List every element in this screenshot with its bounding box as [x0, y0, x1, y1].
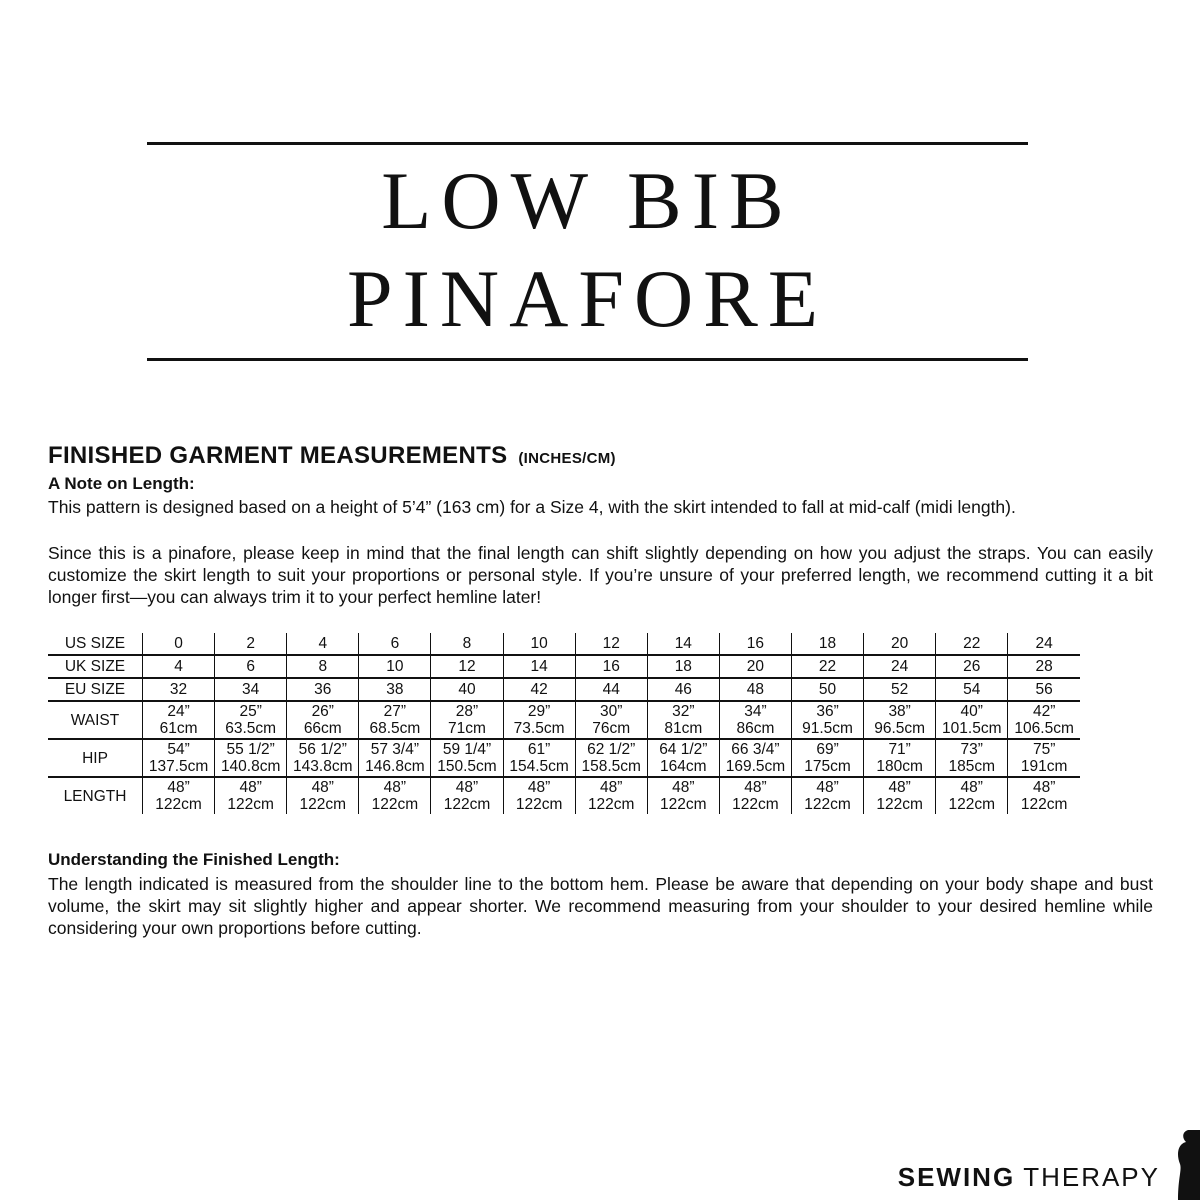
table-cell	[503, 739, 575, 777]
cell-inches: 71”	[888, 741, 911, 758]
cell-inches: 28”	[455, 703, 479, 720]
cell-inches: 48”	[455, 779, 479, 796]
cell-cm: 122cm	[515, 796, 563, 813]
table-cell: 10	[359, 655, 431, 678]
table-cell: 36	[287, 678, 359, 701]
table-cell	[215, 701, 287, 739]
cell-cm: 122cm	[587, 796, 635, 813]
cell-cm: 158.5cm	[581, 758, 641, 775]
table-cell: 48	[719, 678, 791, 701]
table-cell	[791, 739, 863, 777]
table-cell	[936, 739, 1008, 777]
table-row	[48, 701, 1080, 739]
row-label: WAIST	[48, 701, 143, 739]
cell-cm: 154.5cm	[509, 758, 569, 775]
table-cell: 14	[503, 655, 575, 678]
row-label: LENGTH	[63, 787, 127, 805]
table-cell: 24	[864, 655, 936, 678]
table-cell: 8	[431, 633, 503, 655]
cell-inches: 29”	[527, 703, 551, 720]
table-row	[48, 739, 1080, 777]
table-cell	[936, 701, 1008, 739]
table-cell	[143, 701, 215, 739]
cell-inches: 27”	[383, 703, 407, 720]
cell-inches: 73”	[960, 741, 983, 758]
cell-cm: 61cm	[159, 720, 198, 737]
table-cell: 42	[503, 678, 575, 701]
cell-cm: 122cm	[660, 796, 707, 813]
note-length-heading: A Note on Length:	[48, 474, 195, 493]
dress-form-icon	[1168, 1130, 1200, 1200]
table-cell	[143, 739, 215, 777]
cell-inches: 48”	[527, 779, 551, 796]
cell-inches: 42”	[1032, 703, 1056, 720]
cell-cm: 106.5cm	[1014, 720, 1074, 737]
cell-inches: 48”	[239, 779, 262, 796]
brand-name-bold: SEWING	[897, 1162, 1016, 1192]
table-cell	[287, 777, 359, 814]
table-cell: 0	[143, 633, 215, 655]
table-cell: 18	[791, 633, 863, 655]
cell-cm: 122cm	[804, 796, 851, 813]
table-cell	[864, 777, 936, 814]
cell-cm: 175cm	[804, 758, 851, 775]
table-cell: 50	[791, 678, 863, 701]
table-cell: 16	[575, 655, 647, 678]
table-cell	[936, 777, 1008, 814]
finished-length-paragraph: The length indicated is measured from the shoulder line to the bottom hem. Please be aware that depending on your body shape and bust volume, the skirt may sit slightly higher and appear shorter. We recommend measuring from your shoulder to your desired hemline while considering your own proportions before cutting.	[48, 874, 1153, 938]
table-cell: 56	[1008, 678, 1080, 701]
cell-cm: 63.5cm	[225, 720, 277, 737]
cell-inches: 48”	[383, 779, 407, 796]
cell-inches: 24”	[167, 703, 190, 720]
table-row	[48, 678, 1080, 701]
cell-cm: 180cm	[876, 758, 923, 775]
table-cell	[143, 777, 215, 814]
cell-cm: 146.8cm	[365, 758, 425, 775]
table-cell	[575, 701, 647, 739]
table-cell	[503, 701, 575, 739]
table-cell: 46	[647, 678, 719, 701]
cell-cm: 122cm	[371, 796, 419, 813]
table-cell: 20	[719, 655, 791, 678]
section-heading	[48, 442, 616, 470]
cell-cm: 122cm	[876, 796, 923, 813]
cell-cm: 143.8cm	[293, 758, 353, 775]
cell-inches: 48”	[600, 779, 623, 796]
table-cell: 10	[503, 633, 575, 655]
note-length-paragraph-2: Since this is a pinafore, please keep in mind that the final length can shift slightly depending on how you adjust the straps. You can easily customize the skirt length to suit your proportions or personal style. If you’re unsure of your preferred length, we recommend cutting it a bit longer first—you can always trim it to your perfect hemline later!	[48, 543, 1153, 607]
table-row	[48, 633, 1080, 655]
table-cell: 34	[215, 678, 287, 701]
cell-cm: 73.5cm	[513, 720, 565, 737]
cell-inches: 62 1/2”	[587, 741, 636, 758]
table-cell: 2	[215, 633, 287, 655]
table-cell	[647, 739, 719, 777]
table-cell: 4	[143, 655, 215, 678]
cell-cm: 164cm	[660, 758, 707, 775]
cell-inches: 54”	[167, 741, 190, 758]
table-cell	[287, 739, 359, 777]
cell-cm: 81cm	[664, 720, 703, 737]
table-cell	[575, 777, 647, 814]
cell-cm: 96.5cm	[874, 720, 926, 737]
row-label: HIP	[48, 739, 143, 777]
section-heading-text: FINISHED GARMENT MEASUREMENTS	[48, 442, 508, 469]
table-cell: 4	[287, 633, 359, 655]
table-cell	[864, 739, 936, 777]
table-cell	[719, 739, 791, 777]
table-row	[48, 777, 1080, 814]
cell-cm: 71cm	[448, 720, 486, 737]
table-cell	[359, 777, 431, 814]
table-cell	[287, 701, 359, 739]
brand-name-light: THERAPY	[1023, 1162, 1160, 1192]
cell-inches: 40”	[960, 703, 983, 720]
table-cell: 22	[936, 633, 1008, 655]
cell-cm: 76cm	[592, 720, 631, 737]
cell-cm: 101.5cm	[942, 720, 1002, 737]
cell-inches: 25”	[239, 703, 262, 720]
table-cell	[503, 777, 575, 814]
cell-cm: 150.5cm	[437, 758, 497, 775]
row-label: EU SIZE	[48, 678, 143, 701]
table-cell	[1008, 739, 1080, 777]
size-measurements-table	[48, 633, 1080, 814]
table-row	[48, 655, 1080, 678]
cell-inches: 59 1/4”	[442, 741, 492, 758]
cell-inches: 48”	[311, 779, 334, 796]
table-cell	[719, 777, 791, 814]
table-cell	[864, 701, 936, 739]
table-cell	[575, 739, 647, 777]
table-cell: 26	[936, 655, 1008, 678]
cell-cm: 122cm	[1020, 796, 1068, 813]
cell-cm: 68.5cm	[369, 720, 421, 737]
note-length-paragraph-1: This pattern is designed based on a height of 5’4” (163 cm) for a Size 4, with the skirt intended to fall at mid-calf (midi length).	[48, 497, 1016, 517]
table-cell: 28	[1008, 655, 1080, 678]
cell-inches: 26”	[311, 703, 334, 720]
unit-note: (INCHES/CM)	[518, 450, 616, 467]
cell-cm: 86cm	[736, 720, 775, 737]
table-cell	[215, 777, 287, 814]
cell-cm: 122cm	[732, 796, 779, 813]
cell-inches: 48”	[744, 779, 767, 796]
cell-cm: 91.5cm	[802, 720, 853, 737]
finished-length-heading: Understanding the Finished Length:	[48, 850, 340, 869]
table-cell: 6	[215, 655, 287, 678]
row-label: US SIZE	[48, 633, 143, 655]
table-cell	[431, 701, 503, 739]
cell-cm: 122cm	[227, 796, 274, 813]
cell-cm: 122cm	[443, 796, 491, 813]
page-title-line-2: PINAFORE	[347, 253, 828, 344]
cell-cm: 169.5cm	[725, 758, 786, 775]
cell-cm: 66cm	[303, 720, 342, 737]
cell-cm: 122cm	[299, 796, 347, 813]
page-title-line-1: LOW BIB	[381, 155, 794, 246]
table-cell: 40	[431, 678, 503, 701]
cell-inches: 48”	[888, 779, 911, 796]
table-cell: 38	[359, 678, 431, 701]
cell-inches: 36”	[816, 703, 839, 720]
table-cell: 12	[575, 633, 647, 655]
cell-inches: 57 3/4”	[370, 741, 420, 758]
table-cell: 14	[647, 633, 719, 655]
cell-inches: 38”	[888, 703, 911, 720]
title-rule-bottom	[147, 358, 1028, 361]
cell-inches: 48”	[1032, 779, 1056, 796]
cell-inches: 55 1/2”	[226, 741, 275, 758]
cell-inches: 56 1/2”	[298, 741, 347, 758]
table-cell: 54	[936, 678, 1008, 701]
cell-inches: 75”	[1032, 741, 1056, 758]
cell-cm: 191cm	[1020, 758, 1068, 775]
table-cell: 16	[719, 633, 791, 655]
table-cell	[1008, 701, 1080, 739]
table-cell: 52	[864, 678, 936, 701]
cell-inches: 48”	[167, 779, 190, 796]
cell-inches: 69”	[816, 741, 839, 758]
cell-inches: 32”	[672, 703, 695, 720]
row-label: UK SIZE	[48, 655, 143, 678]
table-cell	[431, 739, 503, 777]
cell-inches: 48”	[672, 779, 695, 796]
cell-inches: 61”	[527, 741, 551, 758]
table-cell	[719, 701, 791, 739]
cell-cm: 140.8cm	[220, 758, 281, 775]
title-rule-top	[147, 142, 1028, 145]
table-cell	[791, 701, 863, 739]
table-cell: 6	[359, 633, 431, 655]
cell-inches: 64 1/2”	[659, 741, 708, 758]
table-cell	[431, 777, 503, 814]
table-cell: 20	[864, 633, 936, 655]
cell-inches: 48”	[816, 779, 839, 796]
table-cell: 8	[287, 655, 359, 678]
table-cell: 32	[143, 678, 215, 701]
table-cell: 12	[431, 655, 503, 678]
cell-cm: 122cm	[155, 796, 202, 813]
cell-inches: 48”	[960, 779, 983, 796]
table-cell	[647, 701, 719, 739]
table-cell: 18	[647, 655, 719, 678]
cell-inches: 66 3/4”	[731, 741, 780, 758]
cell-cm: 122cm	[948, 796, 996, 813]
table-cell	[791, 777, 863, 814]
table-cell: 44	[575, 678, 647, 701]
table-cell	[1008, 777, 1080, 814]
brand-logo	[898, 1162, 1160, 1193]
table-cell: 24	[1008, 633, 1080, 655]
cell-cm: 137.5cm	[148, 758, 209, 775]
table-cell	[359, 701, 431, 739]
cell-cm: 185cm	[948, 758, 996, 775]
table-cell	[215, 739, 287, 777]
table-cell: 22	[791, 655, 863, 678]
cell-inches: 34”	[744, 703, 767, 720]
cell-inches: 30”	[600, 703, 623, 720]
table-cell	[359, 739, 431, 777]
table-cell	[647, 777, 719, 814]
